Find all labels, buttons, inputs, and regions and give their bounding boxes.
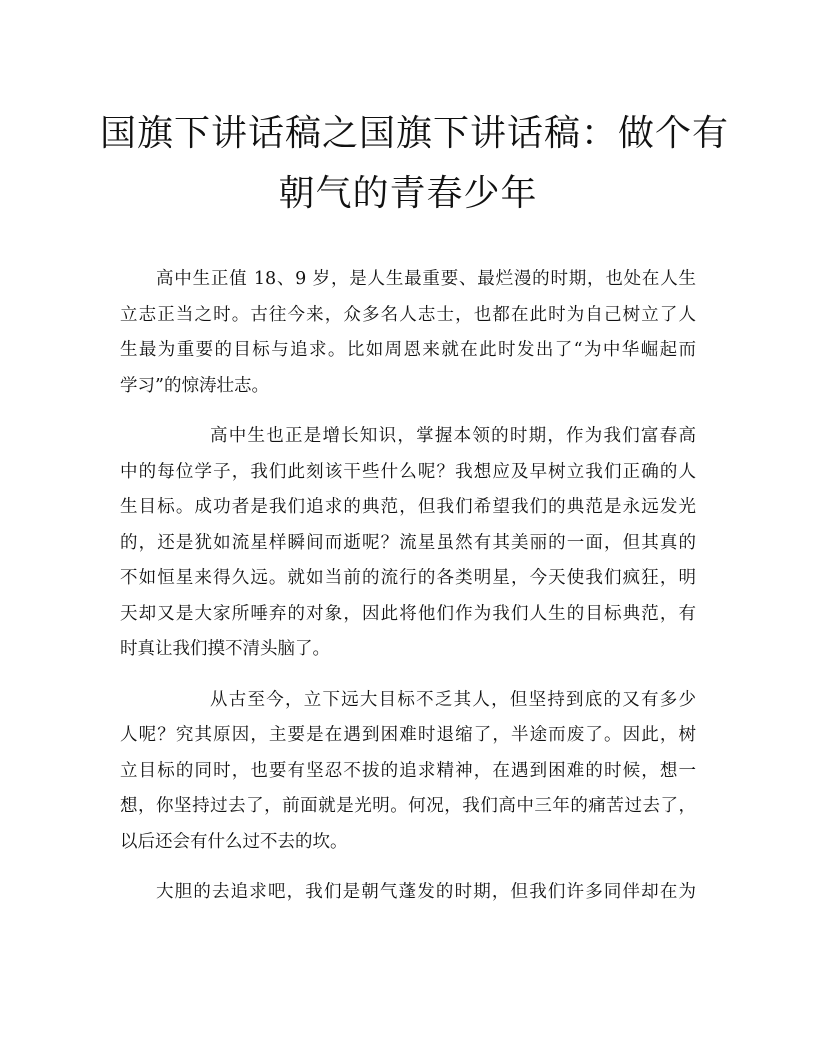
- paragraph-line: 立志正当之时。古往今来，众多名人志士，也都在此时为自己树立了人: [120, 304, 696, 325]
- paragraph-line: 以后还会有什么过不去的坎。: [120, 831, 348, 852]
- paragraph-line: 想，你坚持过去了，前面就是光明。何况，我们高中三年的痛苦过去了，: [120, 796, 696, 816]
- paragraph-1: [120, 262, 696, 404]
- paragraph-line: 时真让我们摸不清头脑了。: [120, 639, 330, 659]
- title-line-2: 朝气的青春少年: [278, 173, 538, 214]
- paragraph-line: 立目标的同时，也要有坚忍不拔的追求精神，在遇到困难的时候，想一: [120, 760, 696, 781]
- paragraph-line: 大胆的去追求吧，我们是朝气蓬发的时期，但我们许多同伴却在为: [156, 882, 696, 902]
- paragraph-line: 中的每位学子，我们此刻该干些什么呢？我想应及早树立我们正确的人: [120, 461, 696, 482]
- document-body: [120, 262, 696, 926]
- paragraph-line: 生目标。成功者是我们追求的典范，但我们希望我们的典范是永远发光: [120, 497, 696, 517]
- paragraph-line: 人呢？究其原因，主要是在遇到困难时退缩了，半途而废了。因此，树: [120, 725, 696, 745]
- paragraph-line: 生最为重要的目标与追求。比如周恩来就在此时发出了“为中华崛起而: [120, 340, 696, 360]
- paragraph-line: 高中生正值 18、9 岁，是人生最重要、最烂漫的时期，也处在人生: [156, 269, 696, 289]
- paragraph-line: 从古至今，立下远大目标不乏其人，但坚持到底的又有多少: [210, 689, 696, 710]
- paragraph-line: 学习”的惊涛壮志。: [120, 375, 269, 396]
- paragraph-4: [120, 875, 696, 911]
- paragraph-line: 不如恒星来得久远。就如当前的流行的各类明星，今天使我们疯狂，明: [120, 568, 696, 588]
- paragraph-2: [120, 419, 696, 668]
- paragraph-3: [120, 683, 696, 861]
- paragraph-line: 的，还是犹如流星样瞬间而逝呢？流星虽然有其美丽的一面，但其真的: [120, 532, 696, 553]
- document-title: [100, 104, 730, 224]
- title-line-1: 国旗下讲话稿之国旗下讲话稿：做个有: [100, 113, 730, 154]
- paragraph-line: 天却又是大家所唾弃的对象，因此将他们作为我们人生的目标典范，有: [120, 603, 696, 624]
- paragraph-line: 高中生也正是增长知识，掌握本领的时期，作为我们富春高: [210, 426, 696, 446]
